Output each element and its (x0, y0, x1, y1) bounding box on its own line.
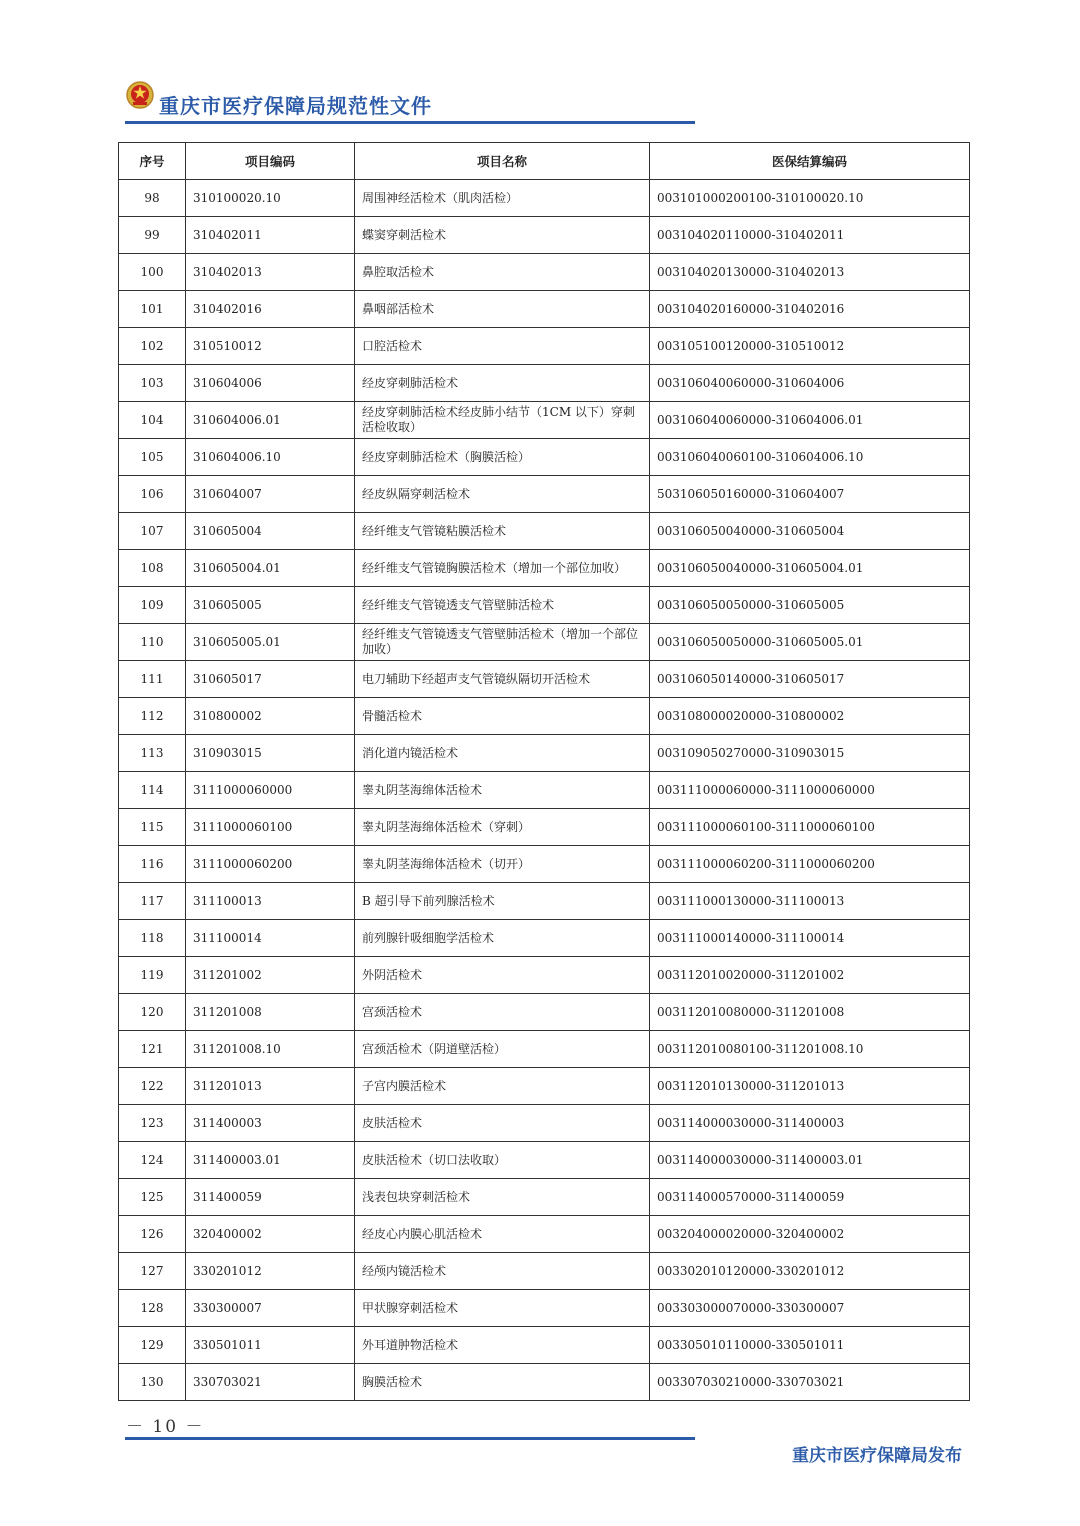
national-emblem-icon (125, 80, 155, 110)
table-body (119, 180, 970, 1401)
cell-item-code: 310510012 (186, 328, 355, 365)
cell-seq: 121 (119, 1031, 186, 1068)
cell-item-name: 皮肤活检术（切口法收取） (355, 1142, 650, 1179)
cell-settle-code: 003112010020000-311201002 (650, 957, 970, 994)
cell-item-name: 口腔活检术 (355, 328, 650, 365)
cell-item-code: 3111000060100 (186, 809, 355, 846)
cell-seq: 99 (119, 217, 186, 254)
table-row (119, 698, 970, 735)
cell-settle-code: 003114000030000-311400003 (650, 1105, 970, 1142)
table-row (119, 735, 970, 772)
table-row (119, 957, 970, 994)
cell-settle-code: 003302010120000-330201012 (650, 1253, 970, 1290)
cell-seq: 101 (119, 291, 186, 328)
cell-settle-code: 003109050270000-310903015 (650, 735, 970, 772)
cell-item-code: 330201012 (186, 1253, 355, 1290)
cell-settle-code: 003104020130000-310402013 (650, 254, 970, 291)
cell-seq: 129 (119, 1327, 186, 1364)
cell-seq: 119 (119, 957, 186, 994)
cell-item-code: 311201008.10 (186, 1031, 355, 1068)
cell-settle-code: 003106040060000-310604006 (650, 365, 970, 402)
cell-settle-code: 003104020110000-310402011 (650, 217, 970, 254)
cell-item-code: 310604006.01 (186, 402, 355, 439)
cell-item-name: 浅表包块穿刺活检术 (355, 1179, 650, 1216)
table-row (119, 1253, 970, 1290)
cell-settle-code: 003112010080000-311201008 (650, 994, 970, 1031)
cell-item-code: 3111000060200 (186, 846, 355, 883)
cell-settle-code: 003106040060100-310604006.10 (650, 439, 970, 476)
cell-item-code: 310604006 (186, 365, 355, 402)
table-row (119, 661, 970, 698)
cell-item-name: 外耳道肿物活检术 (355, 1327, 650, 1364)
cell-item-code: 311100013 (186, 883, 355, 920)
cell-seq: 127 (119, 1253, 186, 1290)
cell-item-name: 睾丸阴茎海绵体活检术（切开） (355, 846, 650, 883)
cell-item-name: 鼻咽部活检术 (355, 291, 650, 328)
table-row (119, 587, 970, 624)
table-row (119, 402, 970, 439)
cell-settle-code: 003106050140000-310605017 (650, 661, 970, 698)
cell-item-name: 宫颈活检术（阴道壁活检） (355, 1031, 650, 1068)
header-divider (125, 121, 695, 124)
cell-item-name: 电刀辅助下经超声支气管镜纵隔切开活检术 (355, 661, 650, 698)
cell-item-code: 320400002 (186, 1216, 355, 1253)
table-row (119, 291, 970, 328)
cell-seq: 110 (119, 624, 186, 661)
cell-item-code: 310604006.10 (186, 439, 355, 476)
table-row (119, 1105, 970, 1142)
cell-settle-code: 003307030210000-330703021 (650, 1364, 970, 1401)
cell-item-name: 周围神经活检术（肌肉活检） (355, 180, 650, 217)
cell-seq: 109 (119, 587, 186, 624)
footer-divider (125, 1437, 695, 1440)
cell-settle-code: 003106050040000-310605004.01 (650, 550, 970, 587)
cell-settle-code: 003108000020000-310800002 (650, 698, 970, 735)
cell-settle-code: 003106050050000-310605005.01 (650, 624, 970, 661)
table-row (119, 809, 970, 846)
cell-seq: 130 (119, 1364, 186, 1401)
cell-seq: 122 (119, 1068, 186, 1105)
cell-seq: 111 (119, 661, 186, 698)
cell-seq: 124 (119, 1142, 186, 1179)
cell-item-name: 经皮纵隔穿刺活检术 (355, 476, 650, 513)
table-row (119, 1031, 970, 1068)
cell-item-code: 311400003.01 (186, 1142, 355, 1179)
item-table (118, 142, 970, 1401)
cell-item-name: 外阴活检术 (355, 957, 650, 994)
cell-settle-code: 503106050160000-310604007 (650, 476, 970, 513)
cell-item-code: 311100014 (186, 920, 355, 957)
cell-settle-code: 003101000200100-310100020.10 (650, 180, 970, 217)
table-row (119, 624, 970, 661)
header-title: 重庆市医疗保障局规范性文件 (159, 94, 432, 118)
cell-item-code: 310903015 (186, 735, 355, 772)
cell-settle-code: 003104020160000-310402016 (650, 291, 970, 328)
table-row (119, 365, 970, 402)
cell-item-name: 经皮穿刺肺活检术（胸膜活检） (355, 439, 650, 476)
cell-item-code: 330501011 (186, 1327, 355, 1364)
cell-seq: 126 (119, 1216, 186, 1253)
table-row (119, 883, 970, 920)
cell-item-name: 睾丸阴茎海绵体活检术（穿刺） (355, 809, 650, 846)
cell-settle-code: 003305010110000-330501011 (650, 1327, 970, 1364)
cell-settle-code: 003106050050000-310605005 (650, 587, 970, 624)
cell-item-name: 皮肤活检术 (355, 1105, 650, 1142)
table-row (119, 994, 970, 1031)
cell-item-name: 胸膜活检术 (355, 1364, 650, 1401)
cell-seq: 108 (119, 550, 186, 587)
cell-item-code: 310100020.10 (186, 180, 355, 217)
table-row (119, 217, 970, 254)
table-row (119, 1068, 970, 1105)
column-header-name: 项目名称 (355, 143, 650, 180)
cell-settle-code: 003204000020000-320400002 (650, 1216, 970, 1253)
cell-settle-code: 003106050040000-310605004 (650, 513, 970, 550)
table-row (119, 772, 970, 809)
cell-seq: 120 (119, 994, 186, 1031)
cell-settle-code: 003303000070000-330300007 (650, 1290, 970, 1327)
cell-seq: 125 (119, 1179, 186, 1216)
cell-item-code: 311201008 (186, 994, 355, 1031)
cell-item-name: 经纤维支气管镜胸膜活检术（增加一个部位加收） (355, 550, 650, 587)
cell-settle-code: 003111000060000-3111000060000 (650, 772, 970, 809)
column-header-code: 项目编码 (186, 143, 355, 180)
column-header-settle-code: 医保结算编码 (650, 143, 970, 180)
cell-item-name: 甲状腺穿刺活检术 (355, 1290, 650, 1327)
cell-seq: 123 (119, 1105, 186, 1142)
table-row (119, 513, 970, 550)
cell-item-name: 睾丸阴茎海绵体活检术 (355, 772, 650, 809)
cell-seq: 117 (119, 883, 186, 920)
cell-seq: 113 (119, 735, 186, 772)
cell-item-name: 子宫内膜活检术 (355, 1068, 650, 1105)
table-row (119, 439, 970, 476)
table-row (119, 1179, 970, 1216)
cell-item-code: 310605005 (186, 587, 355, 624)
cell-item-code: 310800002 (186, 698, 355, 735)
table-row (119, 180, 970, 217)
cell-item-name: 经颅内镜活检术 (355, 1253, 650, 1290)
cell-item-code: 311400003 (186, 1105, 355, 1142)
cell-item-name: 经皮穿刺肺活检术经皮肺小结节（1CM 以下）穿刺活检收取） (355, 402, 650, 439)
table-row (119, 1290, 970, 1327)
cell-item-name: B 超引导下前列腺活检术 (355, 883, 650, 920)
cell-seq: 102 (119, 328, 186, 365)
table-row (119, 1142, 970, 1179)
cell-item-name: 经纤维支气管镜透支气管壁肺活检术 (355, 587, 650, 624)
cell-settle-code: 003112010130000-311201013 (650, 1068, 970, 1105)
table-row (119, 476, 970, 513)
cell-item-name: 骨髓活检术 (355, 698, 650, 735)
cell-item-code: 310605004.01 (186, 550, 355, 587)
cell-settle-code: 003111000140000-311100014 (650, 920, 970, 957)
table-row (119, 328, 970, 365)
cell-item-name: 前列腺针吸细胞学活检术 (355, 920, 650, 957)
cell-seq: 100 (119, 254, 186, 291)
table-row (119, 1216, 970, 1253)
cell-item-code: 311400059 (186, 1179, 355, 1216)
page-number: － 10 － (126, 1417, 205, 1437)
cell-settle-code: 003111000130000-311100013 (650, 883, 970, 920)
cell-item-code: 310402016 (186, 291, 355, 328)
table-row (119, 1327, 970, 1364)
cell-seq: 128 (119, 1290, 186, 1327)
cell-seq: 98 (119, 180, 186, 217)
cell-settle-code: 003114000030000-311400003.01 (650, 1142, 970, 1179)
cell-settle-code: 003112010080100-311201008.10 (650, 1031, 970, 1068)
column-header-seq: 序号 (119, 143, 186, 180)
cell-settle-code: 003111000060100-3111000060100 (650, 809, 970, 846)
cell-item-code: 310402013 (186, 254, 355, 291)
cell-settle-code: 003106040060000-310604006.01 (650, 402, 970, 439)
cell-seq: 112 (119, 698, 186, 735)
cell-seq: 118 (119, 920, 186, 957)
cell-seq: 115 (119, 809, 186, 846)
table-row (119, 920, 970, 957)
cell-seq: 114 (119, 772, 186, 809)
table-row (119, 846, 970, 883)
cell-item-name: 经皮心内膜心肌活检术 (355, 1216, 650, 1253)
table-row (119, 550, 970, 587)
cell-item-code: 330703021 (186, 1364, 355, 1401)
cell-item-code: 310605017 (186, 661, 355, 698)
cell-item-name: 消化道内镜活检术 (355, 735, 650, 772)
cell-item-name: 鼻腔取活检术 (355, 254, 650, 291)
cell-item-name: 经纤维支气管镜粘膜活检术 (355, 513, 650, 550)
cell-item-code: 330300007 (186, 1290, 355, 1327)
table-row (119, 1364, 970, 1401)
cell-item-name: 宫颈活检术 (355, 994, 650, 1031)
cell-settle-code: 003114000570000-311400059 (650, 1179, 970, 1216)
cell-settle-code: 003111000060200-3111000060200 (650, 846, 970, 883)
cell-seq: 105 (119, 439, 186, 476)
cell-seq: 106 (119, 476, 186, 513)
cell-item-code: 3111000060000 (186, 772, 355, 809)
cell-item-name: 经皮穿刺肺活检术 (355, 365, 650, 402)
cell-item-code: 310605004 (186, 513, 355, 550)
cell-settle-code: 003105100120000-310510012 (650, 328, 970, 365)
cell-seq: 107 (119, 513, 186, 550)
cell-seq: 103 (119, 365, 186, 402)
cell-item-code: 310604007 (186, 476, 355, 513)
cell-seq: 104 (119, 402, 186, 439)
cell-item-name: 蝶窦穿刺活检术 (355, 217, 650, 254)
publisher-label: 重庆市医疗保障局发布 (792, 1446, 962, 1466)
cell-item-name: 经纤维支气管镜透支气管壁肺活检术（增加一个部位加收） (355, 624, 650, 661)
cell-item-code: 311201013 (186, 1068, 355, 1105)
table-row (119, 254, 970, 291)
table-header-row (119, 143, 970, 180)
cell-item-code: 310402011 (186, 217, 355, 254)
cell-item-code: 311201002 (186, 957, 355, 994)
cell-item-code: 310605005.01 (186, 624, 355, 661)
cell-seq: 116 (119, 846, 186, 883)
